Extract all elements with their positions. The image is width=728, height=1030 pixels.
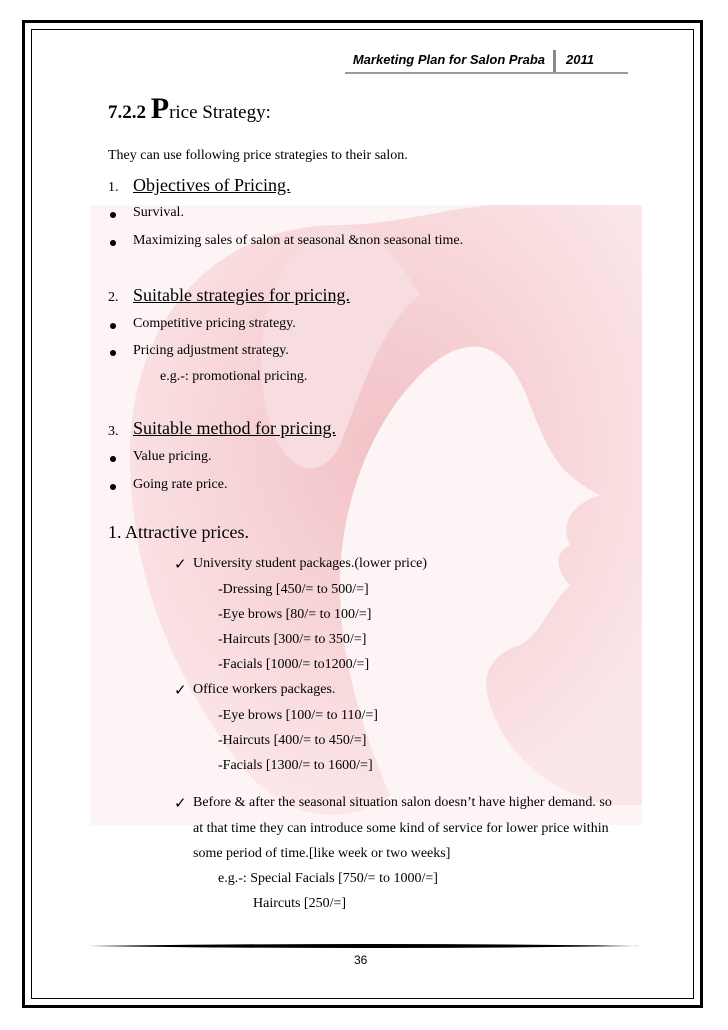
- header-separator: [553, 50, 556, 72]
- office-price-3: -Facials [1300/= to 1600/=]: [218, 758, 373, 773]
- objectives-number: 1.: [108, 180, 119, 195]
- university-price-1: -Dressing [450/= to 500/=]: [218, 582, 369, 597]
- section-intro: They can use following price strategies to their salon.: [108, 148, 408, 163]
- office-packages-label: Office workers packages.: [193, 682, 336, 697]
- office-price-2: -Haircuts [400/= to 450/=]: [218, 733, 367, 748]
- strategies-item-2: Pricing adjustment strategy.: [133, 343, 289, 358]
- header-rule: [345, 72, 628, 74]
- method-item-2: Going rate price.: [133, 477, 228, 492]
- bullet-icon: [110, 212, 116, 218]
- method-item-1: Value pricing.: [133, 449, 212, 464]
- bullet-icon: [110, 240, 116, 246]
- checkmark-icon: ✓: [174, 683, 187, 699]
- method-number: 3.: [108, 424, 119, 439]
- footer-divider: [88, 943, 640, 949]
- strategies-number: 2.: [108, 290, 119, 305]
- bullet-icon: [110, 323, 116, 329]
- section-heading: [108, 92, 271, 126]
- attractive-prices-heading: 1. Attractive prices.: [108, 522, 249, 542]
- bullet-icon: [110, 350, 116, 356]
- seasonal-line-3: some period of time.[like week or two weeks]: [193, 846, 451, 861]
- strategies-example: e.g.-: promotional pricing.: [160, 369, 308, 384]
- method-heading: Suitable method for pricing.: [133, 418, 336, 438]
- seasonal-example-2: Haircuts [250/=]: [253, 896, 347, 911]
- page-number: 36: [354, 953, 368, 967]
- objectives-item-2: Maximizing sales of salon at seasonal &non seasonal time.: [133, 233, 464, 248]
- section-title-rest: rice Strategy:: [169, 102, 271, 123]
- checkmark-icon: ✓: [174, 796, 187, 812]
- checkmark-icon: ✓: [174, 557, 187, 573]
- university-price-3: -Haircuts [300/= to 350/=]: [218, 632, 367, 647]
- objectives-item-1: Survival.: [133, 205, 184, 220]
- header-year: 2011: [566, 52, 594, 67]
- strategies-item-1: Competitive pricing strategy.: [133, 316, 296, 331]
- university-price-2: -Eye brows [80/= to 100/=]: [218, 607, 372, 622]
- seasonal-line-2: at that time they can introduce some kind of service for lower price within: [193, 821, 609, 836]
- university-price-4: -Facials [1000/= to1200/=]: [218, 657, 370, 672]
- seasonal-example: e.g.-: Special Facials [750/= to 1000/=]: [218, 871, 438, 886]
- seasonal-line-1: Before & after the seasonal situation salon doesn’t have higher demand. so: [193, 795, 612, 810]
- page-header: [0, 50, 728, 76]
- strategies-heading: Suitable strategies for pricing.: [133, 285, 350, 305]
- objectives-heading: Objectives of Pricing.: [133, 175, 291, 195]
- section-number: 7.2.2: [108, 102, 146, 123]
- university-packages-label: University student packages.(lower price): [193, 556, 428, 571]
- header-title: Marketing Plan for Salon Praba: [352, 52, 545, 67]
- bullet-icon: [110, 456, 116, 462]
- section-title-initial: P: [150, 92, 170, 125]
- office-price-1: -Eye brows [100/= to 110/=]: [218, 708, 378, 723]
- bullet-icon: [110, 484, 116, 490]
